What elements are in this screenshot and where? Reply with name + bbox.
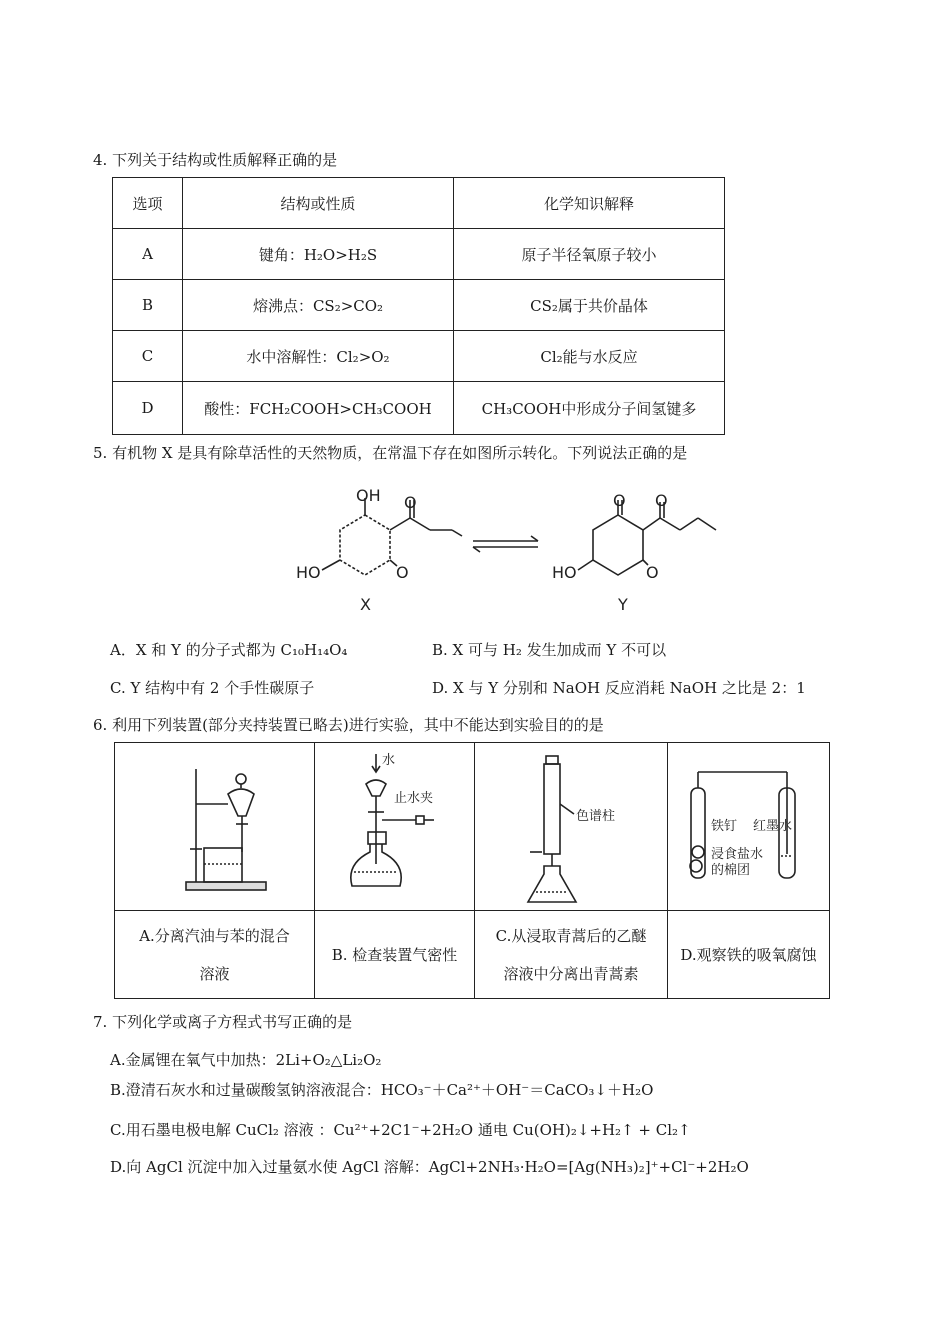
row-property: 酸性：FCH₂COOH>CH₃COOH: [183, 382, 454, 435]
row-explanation: CH₃COOH中形成分子间氢键多: [454, 382, 725, 435]
q5-stem: 5. 有机物 X 是具有除草活性的天然物质，在常温下存在如图所示转化。下列说法正确的是: [93, 444, 688, 462]
caption-b: B. 检查装置气密性: [315, 911, 475, 999]
caption-row: [115, 911, 830, 999]
row-option: A: [113, 229, 183, 280]
table-row: [113, 382, 725, 435]
row-explanation: 原子半径氧原子较小: [454, 229, 725, 280]
q5-structures: [280, 478, 740, 628]
q7-option-c: C.用石墨电极电解 CuCl₂ 溶液 ：Cu²⁺+2C1⁻+2H₂O 通电 Cu(OH)₂↓+H₂↑ + Cl₂↑: [110, 1121, 691, 1139]
q7-option-d: D.向 AgCl 沉淀中加入过量氨水使 AgCl 溶解：AgCl+2NH₃·H₂O=[Ag(NH₃)₂]⁺+Cl⁻+2H₂O: [110, 1158, 749, 1176]
q5-option-c: C. Y 结构中有 2 个手性碳原子: [110, 679, 315, 697]
row-option: B: [113, 280, 183, 331]
q4-table: [112, 177, 725, 435]
chromatography-column-apparatus: [476, 744, 666, 909]
row-explanation: Cl₂能与水反应: [454, 331, 725, 382]
clamp-label: 止水夹: [394, 791, 434, 806]
x-oh-label: OH: [356, 486, 381, 505]
table-row: [113, 229, 725, 280]
row-explanation: CS₂属于共价晶体: [454, 280, 725, 331]
x-ho-label: HO: [296, 563, 321, 582]
cotton-label-1: 浸食盐水: [711, 847, 764, 862]
nail-label: 铁钉: [711, 819, 738, 834]
q5-option-d: D. X 与 Y 分别和 NaOH 反应消耗 NaOH 之比是 2：1: [432, 679, 806, 697]
separatory-funnel-apparatus: [116, 744, 313, 909]
column-label: 色谱柱: [576, 809, 616, 824]
q5-option-b: B. X 可与 H₂ 发生加成而 Y 不可以: [432, 641, 667, 659]
caption-c: [475, 911, 668, 999]
apparatus-a: [115, 743, 315, 911]
q7-stem: 7. 下列化学或离子方程式书写正确的是: [93, 1013, 353, 1031]
table-row: [113, 331, 725, 382]
y-ketone-o-1: O: [613, 491, 626, 510]
x-ring-o: O: [396, 563, 409, 582]
q7-option-a: A.金属锂在氧气中加热：2Li+O₂△Li₂O₂: [110, 1051, 382, 1069]
apparatus-b: [315, 743, 475, 911]
table-header-row: [113, 178, 725, 229]
caption-a: [115, 911, 315, 999]
x-ketone-o: O: [404, 493, 417, 512]
apparatus-c: [475, 743, 668, 911]
q6-apparatus-table: [114, 742, 830, 999]
q7-option-b: B.澄清石灰水和过量碳酸氢钠溶液混合：HCO₃⁻＋Ca²⁺＋OH⁻＝CaCO₃↓＋H₂O: [110, 1081, 654, 1099]
row-property: 键角：H₂O>H₂S: [183, 229, 454, 280]
row-option: C: [113, 331, 183, 382]
caption-c-line2: 溶液中分离出青蒿素: [503, 964, 639, 983]
row-property: 熔沸点：CS₂>CO₂: [183, 280, 454, 331]
water-label: 水: [382, 753, 396, 768]
x-label: X: [360, 595, 371, 614]
caption-a-line2: 溶液: [199, 964, 230, 983]
caption-c-line1: C.从浸取青蒿后的乙醚: [495, 926, 647, 945]
header-property: 结构或性质: [183, 178, 454, 229]
q4-stem: 4. 下列关于结构或性质解释正确的是: [93, 151, 338, 169]
y-label: Y: [618, 595, 628, 614]
caption-d: D.观察铁的吸氧腐蚀: [668, 911, 830, 999]
y-ho-label: HO: [552, 563, 577, 582]
header-option: 选项: [113, 178, 183, 229]
row-property: 水中溶解性：Cl₂>O₂: [183, 331, 454, 382]
apparatus-row: [115, 743, 830, 911]
q6-stem: 6. 利用下列装置(部分夹持装置已略去)进行实验，其中不能达到实验目的的是: [93, 716, 604, 734]
apparatus-d: [668, 743, 830, 911]
row-option: D: [113, 382, 183, 435]
y-ring-o: O: [646, 563, 659, 582]
airtightness-apparatus: [316, 744, 473, 909]
iron-corrosion-apparatus: [669, 744, 828, 909]
red-ink-label: 红墨水: [753, 819, 793, 834]
cotton-label-2: 的棉团: [711, 863, 751, 878]
header-explanation: 化学知识解释: [454, 178, 725, 229]
caption-a-line1: A.分离汽油与苯的混合: [139, 926, 290, 945]
q5-option-a: A．X 和 Y 的分子式都为 C₁₀H₁₄O₄: [110, 641, 348, 659]
table-row: [113, 280, 725, 331]
y-ketone-o-2: O: [655, 491, 668, 510]
